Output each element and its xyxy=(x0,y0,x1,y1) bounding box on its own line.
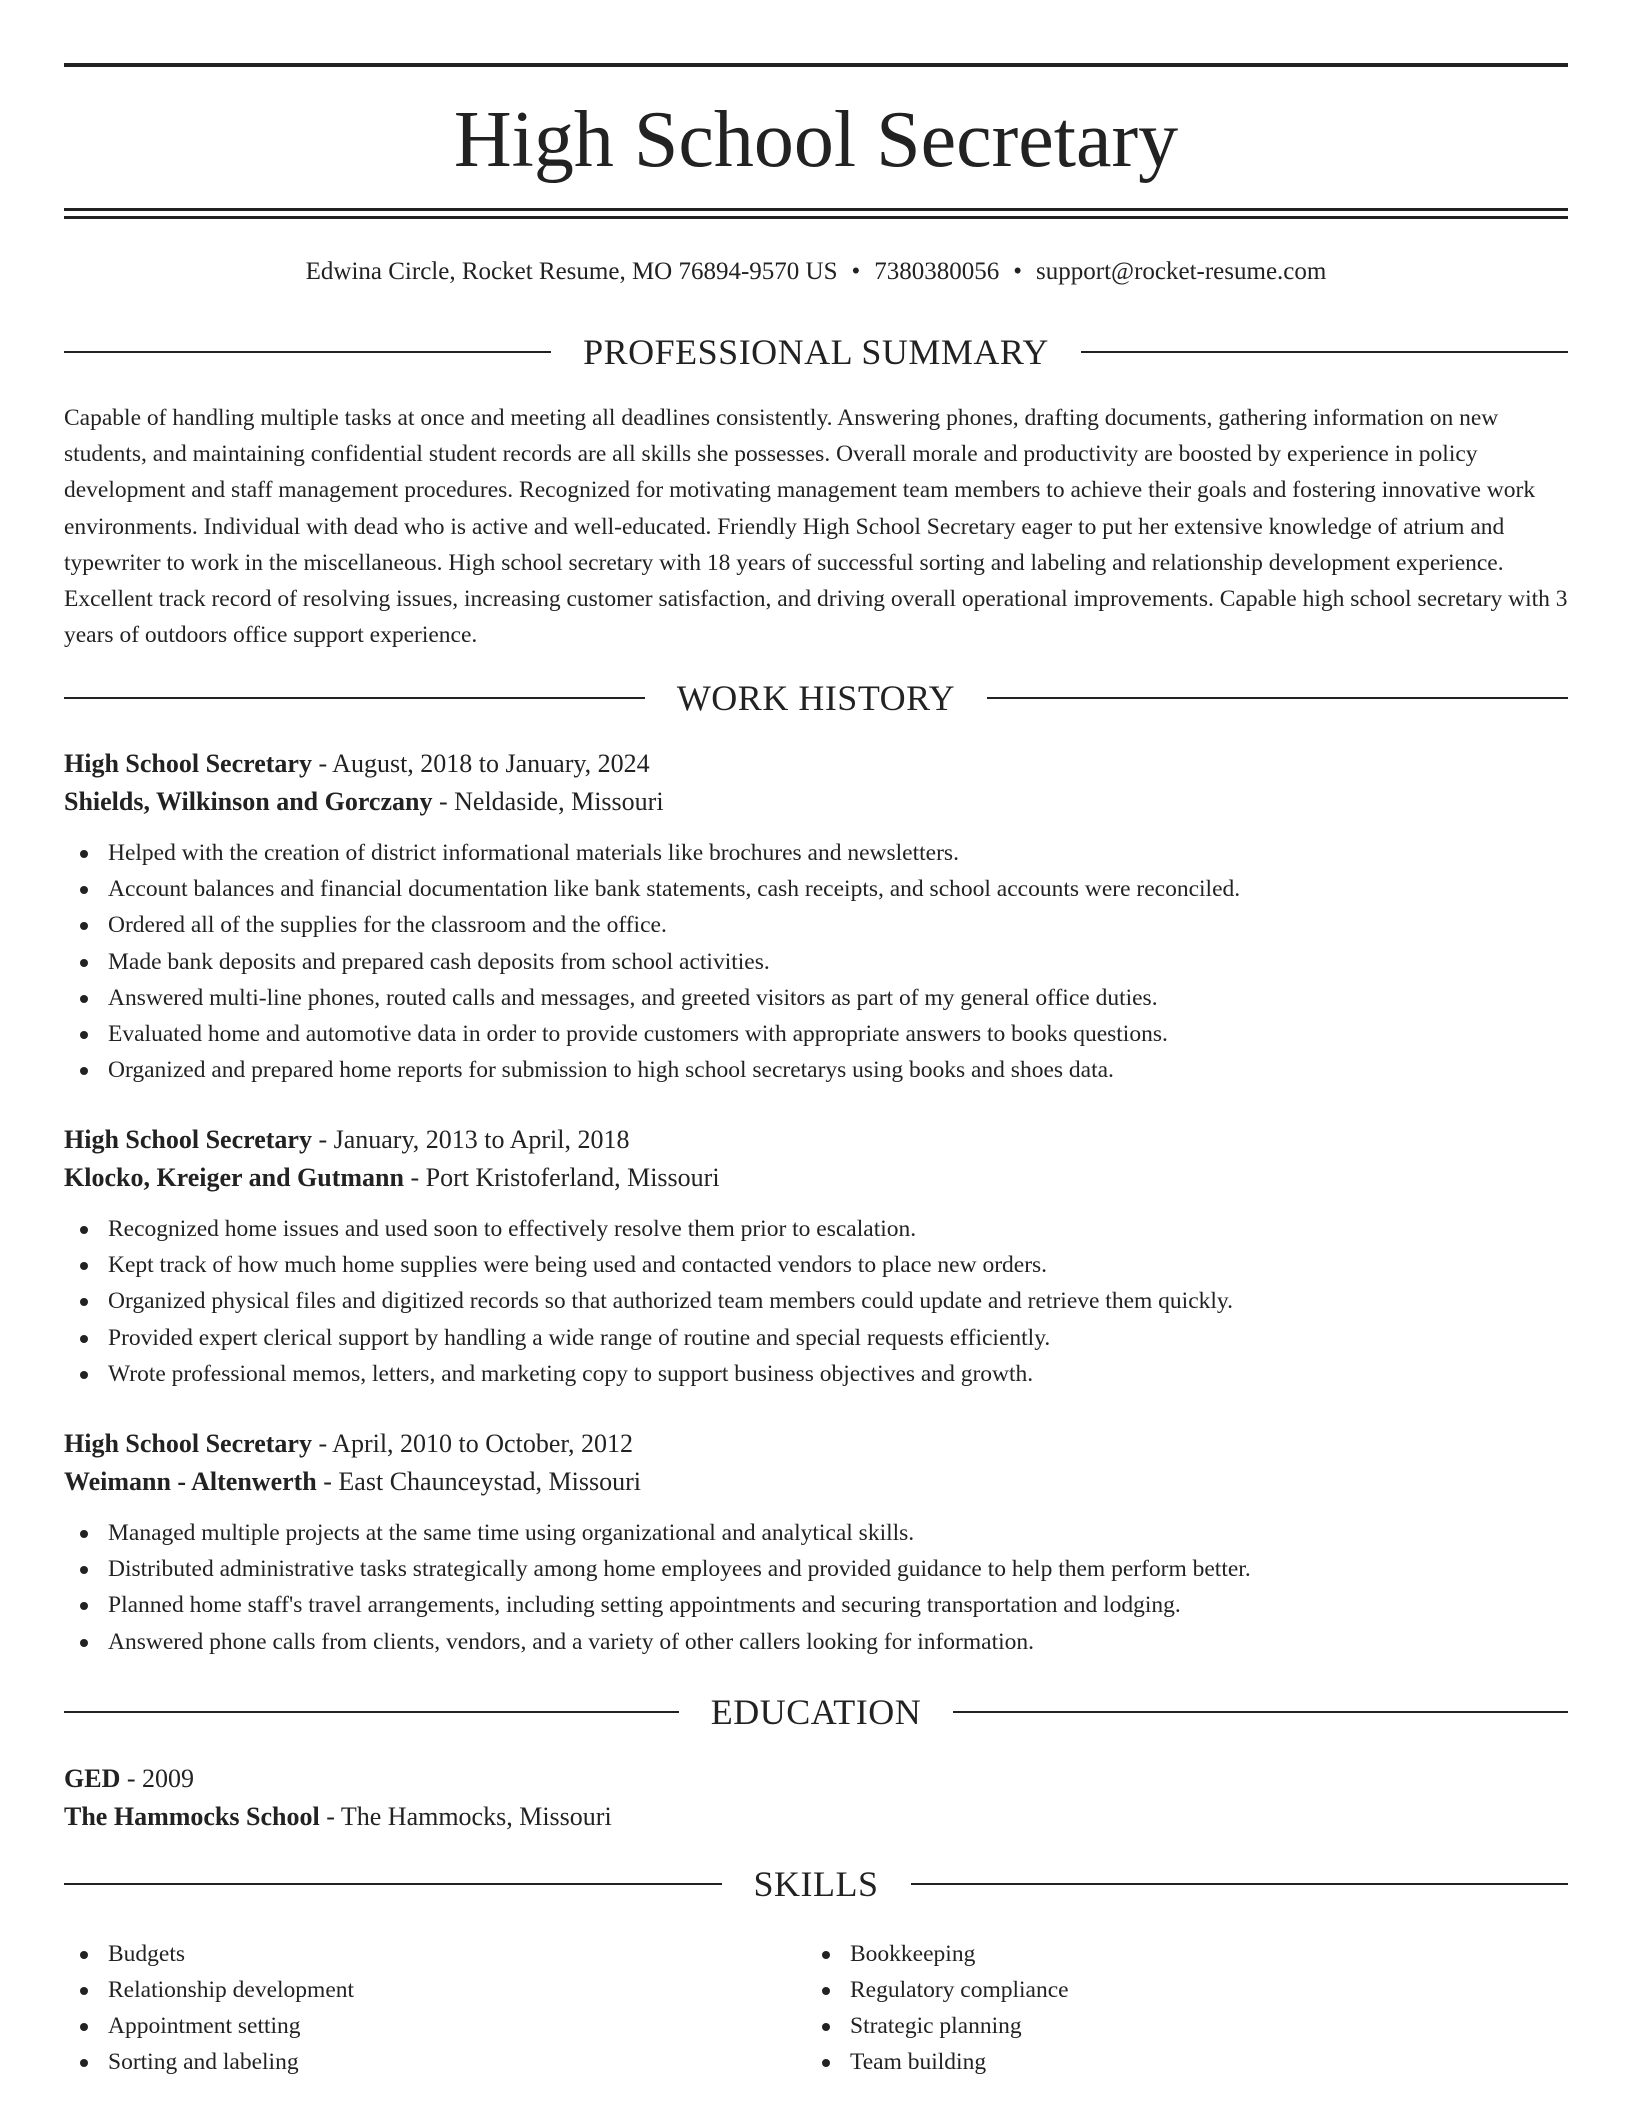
summary-heading xyxy=(64,332,1568,372)
education-school: The Hammocks School xyxy=(64,1802,320,1831)
job-bullet: Answered multi-line phones, routed calls and messages, and greeted visitors as part of my general office duties. xyxy=(64,980,1568,1016)
job-title-line xyxy=(64,1121,1568,1159)
skills-heading-label: SKILLS xyxy=(753,1864,879,1904)
skill-item: Team building xyxy=(806,2044,1548,2080)
contact-phone: 7380380056 xyxy=(874,258,1000,285)
job-entry-3 xyxy=(64,1425,1568,1660)
job-title: High School Secretary xyxy=(64,1429,312,1458)
heading-rule-left xyxy=(64,1711,679,1713)
job-entry-2 xyxy=(64,1121,1568,1392)
contact-separator: • xyxy=(1013,258,1023,285)
education-location: - The Hammocks, Missouri xyxy=(319,1802,612,1831)
skills-column-left xyxy=(64,1936,806,2080)
title-rule-lower xyxy=(64,216,1568,219)
job-dates: - August, 2018 to January, 2024 xyxy=(311,749,650,778)
job-bullet: Wrote professional memos, letters, and marketing copy to support business objectives and growth. xyxy=(64,1356,1568,1392)
job-location: - Port Kristoferland, Missouri xyxy=(403,1163,720,1192)
heading-rule-right xyxy=(953,1711,1568,1713)
job-bullets xyxy=(64,1211,1568,1392)
skills-list xyxy=(64,1936,1568,2080)
job-company: Weimann - Altenwerth xyxy=(64,1467,317,1496)
skill-item: Budgets xyxy=(64,1936,806,1972)
job-bullet: Helped with the creation of district informational materials like brochures and newsletters. xyxy=(64,835,1568,871)
heading-rule-left xyxy=(64,697,645,699)
education-entry xyxy=(64,1760,1568,1836)
skill-item: Bookkeeping xyxy=(806,1936,1548,1972)
contact-separator: • xyxy=(851,258,861,285)
heading-rule-right xyxy=(987,697,1568,699)
job-company: Klocko, Kreiger and Gutmann xyxy=(64,1163,404,1192)
job-bullet: Provided expert clerical support by handling a wide range of routine and special requests efficiently. xyxy=(64,1320,1568,1356)
job-entry-1 xyxy=(64,745,1568,1088)
education-heading xyxy=(64,1692,1568,1732)
contact-address: Edwina Circle, Rocket Resume, MO 76894-9570 US xyxy=(305,258,838,285)
job-dates: - January, 2013 to April, 2018 xyxy=(311,1125,630,1154)
summary-heading-label: PROFESSIONAL SUMMARY xyxy=(583,332,1049,372)
heading-rule-left xyxy=(64,1883,722,1885)
job-title: High School Secretary xyxy=(64,749,312,778)
job-bullet: Answered phone calls from clients, vendors, and a variety of other callers looking for information. xyxy=(64,1624,1568,1660)
job-company-line xyxy=(64,783,1568,821)
job-bullet: Managed multiple projects at the same time using organizational and analytical skills. xyxy=(64,1515,1568,1551)
job-bullet: Planned home staff's travel arrangements, including setting appointments and securing transportation and lodging. xyxy=(64,1587,1568,1623)
job-bullet: Distributed administrative tasks strategically among home employees and provided guidance to help them perform better. xyxy=(64,1551,1568,1587)
job-dates: - April, 2010 to October, 2012 xyxy=(311,1429,633,1458)
work-history-heading-label: WORK HISTORY xyxy=(676,678,956,718)
job-company-line xyxy=(64,1463,1568,1501)
job-bullet: Kept track of how much home supplies were being used and contacted vendors to place new orders. xyxy=(64,1247,1568,1283)
job-bullets xyxy=(64,835,1568,1088)
page-title: High School Secretary xyxy=(453,96,1179,184)
title-rule-upper xyxy=(64,208,1568,211)
job-bullets xyxy=(64,1515,1568,1660)
summary-text: Capable of handling multiple tasks at once and meeting all deadlines consistently. Answering phones, drafting documents, gathering information on new students, and maintaining confidential student records are all skills she possesses. Overall morale and productivity are boosted by experience in policy development and staff management procedures. Recognized for motivating management team members to achieve their goals and fostering innovative work environments. Individual with dead who is active and well-educated. Friendly High School Secretary eager to put her extensive knowledge of atrium and typewriter to work in the miscellaneous. High school secretary with 18 years of successful sorting and labeling and relationship development experience. Excellent track record of resolving issues, increasing customer satisfaction, and driving overall operational improvements. Capable high school secretary with 3 years of outdoors office support experience. xyxy=(64,405,1568,649)
skill-item: Strategic planning xyxy=(806,2008,1548,2044)
job-bullet: Made bank deposits and prepared cash deposits from school activities. xyxy=(64,944,1568,980)
skill-item: Relationship development xyxy=(64,1972,806,2008)
job-bullet: Organized physical files and digitized records so that authorized team members could update and retrieve them quickly. xyxy=(64,1283,1568,1319)
skills-heading xyxy=(64,1864,1568,1904)
job-location: - East Chaunceystad, Missouri xyxy=(316,1467,641,1496)
job-bullet: Ordered all of the supplies for the classroom and the office. xyxy=(64,907,1568,943)
job-company-line xyxy=(64,1159,1568,1197)
job-title: High School Secretary xyxy=(64,1125,312,1154)
job-bullet: Organized and prepared home reports for submission to high school secretarys using books and shoes data. xyxy=(64,1052,1568,1088)
top-rule xyxy=(64,63,1568,67)
education-heading-label: EDUCATION xyxy=(710,1692,922,1732)
job-bullet: Account balances and financial documentation like bank statements, cash receipts, and school accounts were reconciled. xyxy=(64,871,1568,907)
skills-column-right xyxy=(806,1936,1548,2080)
skill-item: Appointment setting xyxy=(64,2008,806,2044)
education-year: - 2009 xyxy=(120,1764,195,1793)
job-title-line xyxy=(64,745,1568,783)
work-history-heading xyxy=(64,678,1568,718)
job-company: Shields, Wilkinson and Gorczany xyxy=(64,787,433,816)
education-degree: GED xyxy=(64,1764,121,1793)
job-bullet: Evaluated home and automotive data in order to provide customers with appropriate answers to books questions. xyxy=(64,1016,1568,1052)
job-location: - Neldaside, Missouri xyxy=(432,787,664,816)
skill-item: Regulatory compliance xyxy=(806,1972,1548,2008)
job-title-line xyxy=(64,1425,1568,1463)
heading-rule-left xyxy=(64,351,551,353)
contact-line xyxy=(64,256,1568,288)
heading-rule-right xyxy=(911,1883,1569,1885)
job-bullet: Recognized home issues and used soon to effectively resolve them prior to escalation. xyxy=(64,1211,1568,1247)
heading-rule-right xyxy=(1081,351,1568,353)
education-degree-line xyxy=(64,1760,1568,1798)
skill-item: Sorting and labeling xyxy=(64,2044,806,2080)
education-school-line xyxy=(64,1798,1568,1836)
contact-email: support@rocket-resume.com xyxy=(1036,258,1327,285)
